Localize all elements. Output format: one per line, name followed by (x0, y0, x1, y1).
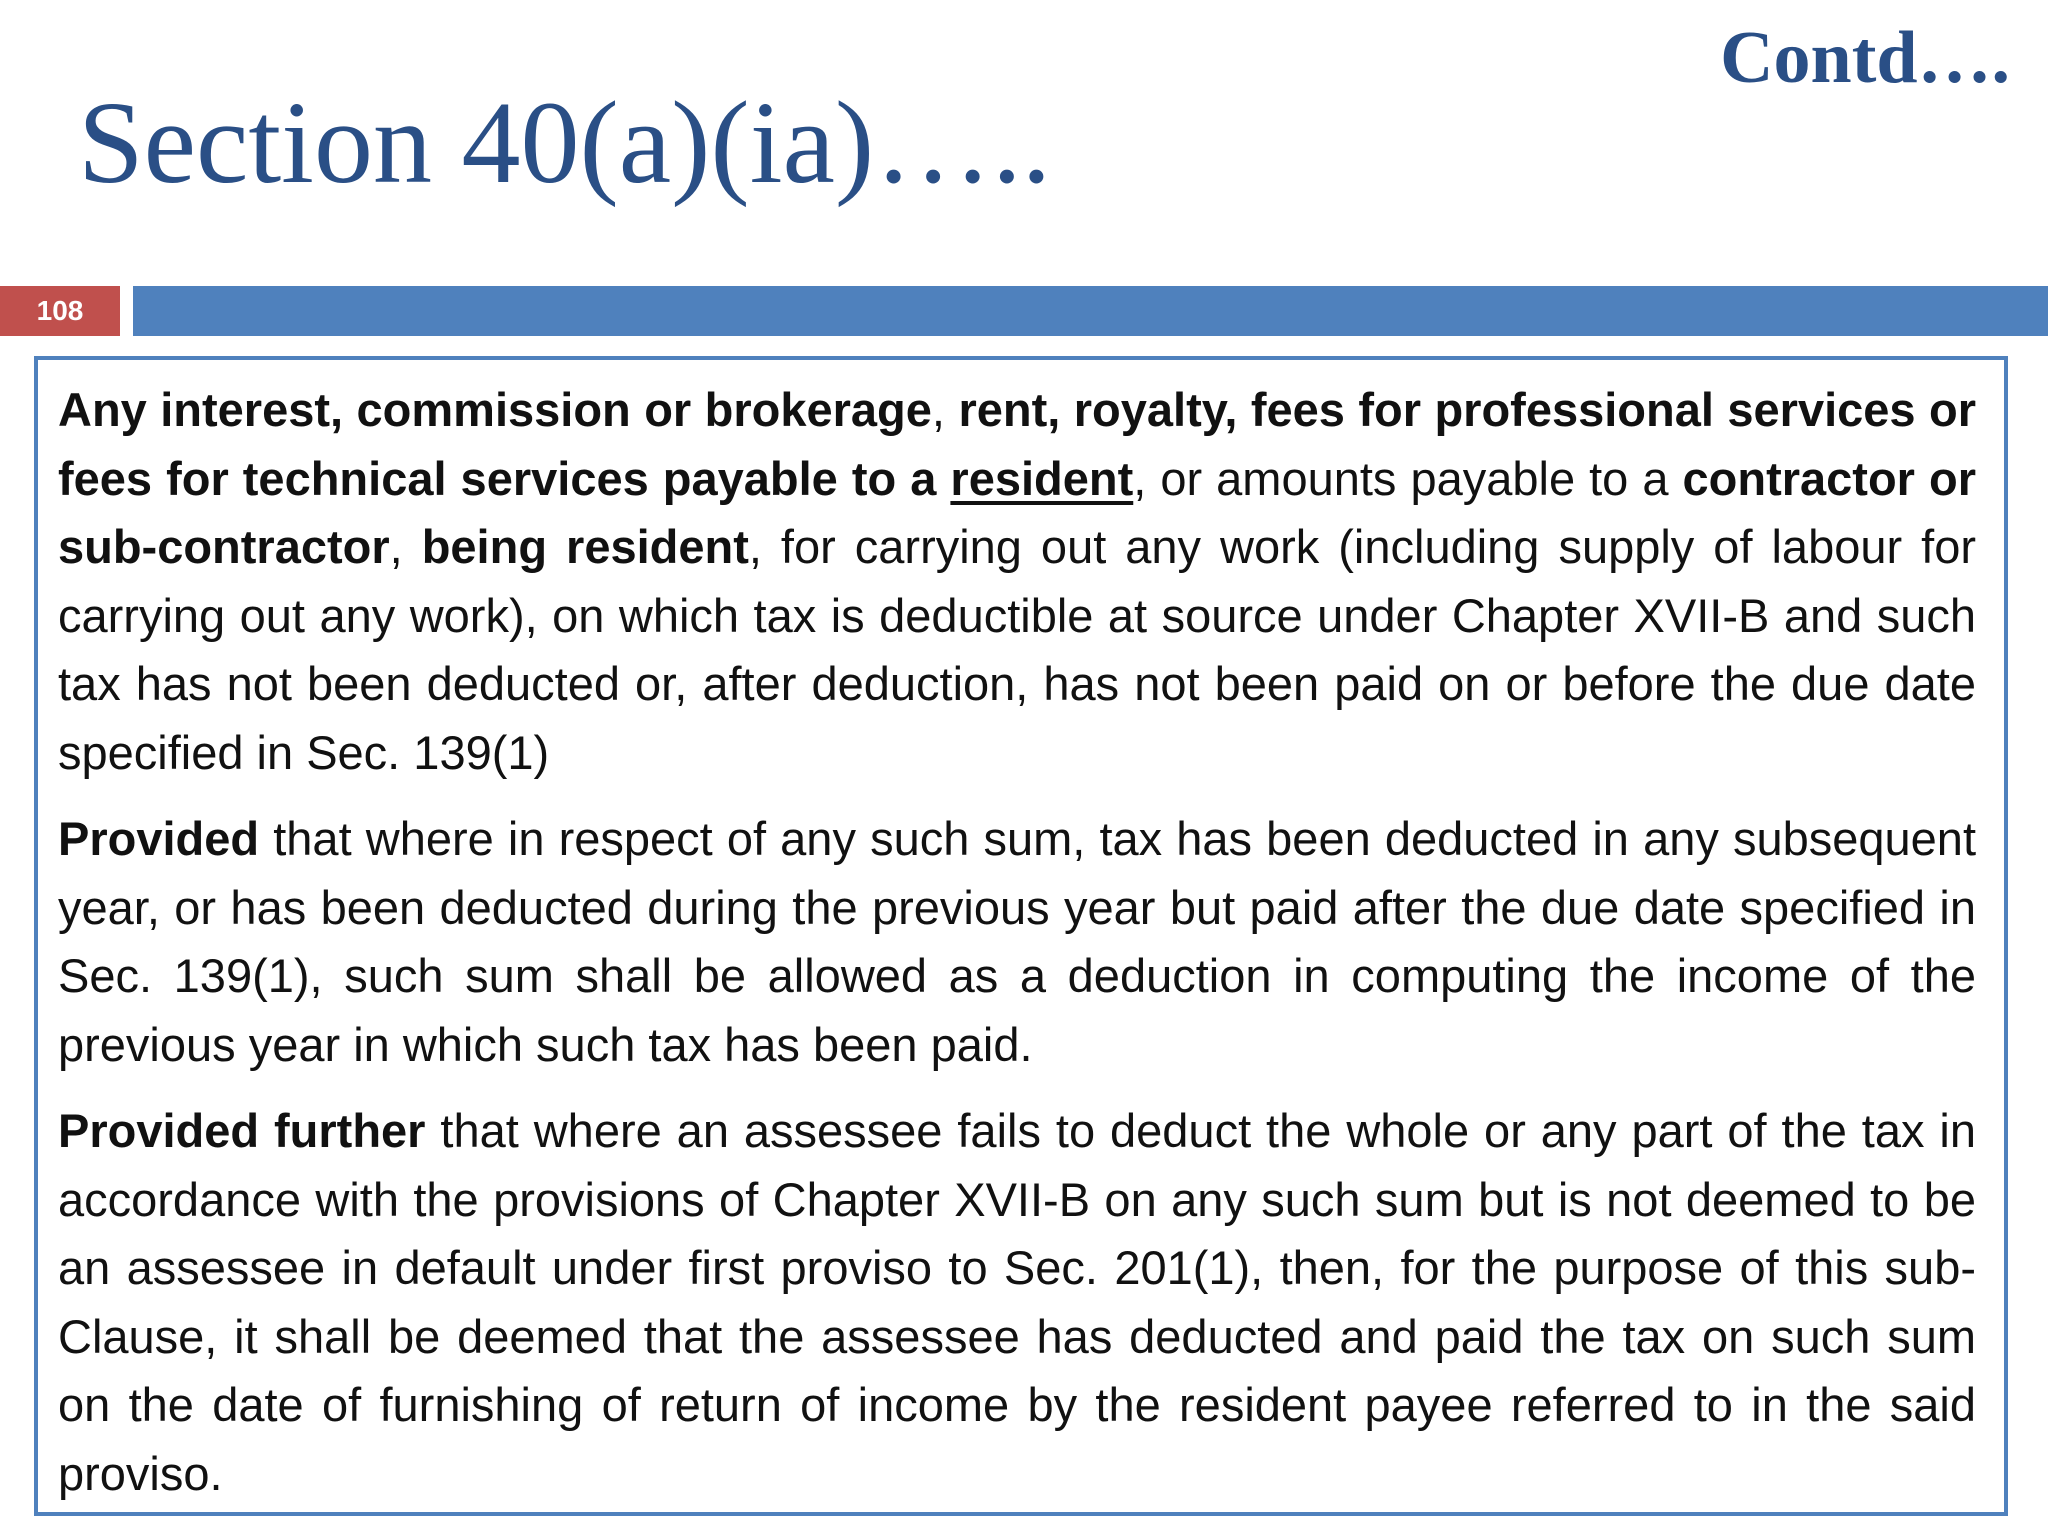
text: , (931, 383, 959, 436)
text: that where an assessee fails to deduct the whole or any part of the tax in accordance with the provisions of Chapter XVII-B on any such sum but is not deemed to be an assessee in default under first proviso to Sec. 201(1), then, for the purpose of this sub-Clause, it shall be deemed that the assessee has deducted and paid the tax on such sum on the date of furnishing of return of income by the resident payee referred to in the said proviso. (58, 1104, 1976, 1500)
paragraph-main-provision (58, 376, 1976, 787)
slide-number-badge: 108 (0, 286, 120, 336)
paragraph-second-proviso (58, 1097, 1976, 1508)
text: that where in respect of any such sum, tax has been deducted in any subsequent year, or has been deducted during the previous year but paid after the due date specified in Sec. 139(1), such sum shall be allowed as a deduction in computing the income of the previous year in which such tax has been paid. (58, 812, 1976, 1071)
slide-title: Section 40(a)(ia)….. (78, 77, 1052, 208)
header-bar (133, 286, 2048, 336)
text-bold: being resident (421, 520, 749, 573)
text-bold: Provided (58, 812, 260, 865)
text: , or amounts payable to a (1133, 451, 1683, 505)
paragraph-first-proviso (58, 805, 1976, 1079)
text: , (389, 520, 422, 573)
text-bold: rent, royalty, fees for professional services or fees for technical services payable to a (58, 383, 1976, 505)
text-bold: Provided further (58, 1104, 426, 1157)
text-underlined-resident: resident (950, 451, 1134, 505)
contd-label: Contd…. (1720, 17, 2010, 99)
text: , for carrying out any work (including supply of labour for carrying out any work), on which tax is deductible at source under Chapter XVII-B and such tax has not been deducted or, after deduction, has not been paid on or before the due date specified in Sec. 139(1) (58, 520, 1976, 779)
text-bold: contractor or sub-contractor (58, 451, 1976, 573)
content-box (34, 356, 2008, 1516)
text-bold: Any interest, commission or brokerage (58, 383, 932, 436)
